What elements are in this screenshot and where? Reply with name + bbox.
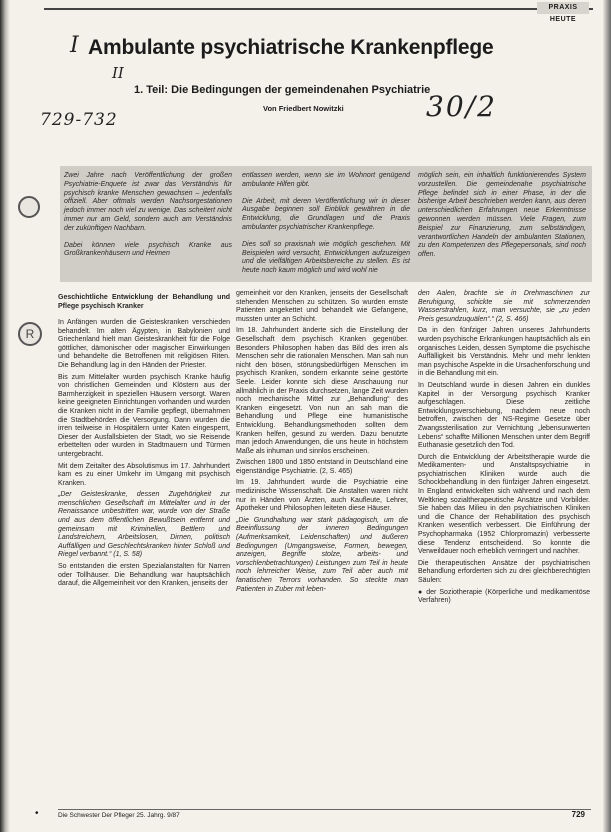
margin-bullet-icon: • bbox=[35, 808, 39, 819]
body-paragraph: Da in den fünfziger Jahren unseres Jahrhunderts wurden psychische Erkrankungen hauptsächlich als ein organisches Leiden, dessen Symptome die psychische Auffälligkeit bis Verständnis. Mehr und mehr lenkten man psychische Aspekte in die Ursachenforschung und in die Behandlung mit ein. bbox=[418, 327, 590, 378]
intro-paragraph: möglich sein, ein inhaltlich funktionierendes System vorzustellen. Die gemeindenahe psychiatrische Pflege befindet sich in einer Phase, in der die bisherige Arbeit beschrieben werden kann, aus deren unterschiedlichen Erfahrungen neue Erkenntnisse gewonnen werden müssen. Viele Fragen, zum Beispiel zur Finanzierung, zum selbständigen, verantwortlichen Handeln der ambulanten Stationen, zu den Kompetenzen des Pflegepersonals, sind noch offen. bbox=[418, 172, 586, 259]
top-rule bbox=[44, 8, 593, 10]
intro-paragraph: Die Arbeit, mit deren Veröffentlichung wir in dieser Ausgabe beginnen soll Einblick gewähren in die Entwicklung, die Grundlagen und die Praxis ambulanter psychiatrischer Krankenpflege. bbox=[242, 197, 410, 231]
intro-paragraph: Zwei Jahre nach Veröffentlichung der großen Psychiatrie-Enquete ist zwar das Verständnis für psychisch kranke Menschen gewachsen – jedenfalls offiziell. Aber oftmals werden Nachsorgestationen jedoch immer noch viel zu wenige. Das scheitert nicht immer nur am Geld, sondern auch am Verständnis der zukünftigen Nachbarn. bbox=[64, 172, 232, 232]
intro-column-3 bbox=[418, 172, 586, 268]
body-paragraph: Bis zum Mittelalter wurden psychisch Kranke häufig von christlichen Gemeinden und Klöstern aus der Barmherzigkeit in speziellen Häusern versorgt. Waren keine geeigneten Einrichtungen vorhanden und wurden die Kranken nicht in der Familie gepflegt, übernahmen die Stadtbehörden die Versorgung. Dann wurden die irren teilweise in Hospitälern unter Katen eingesperrt, Dieser der Ausfallsbieten der Stadt, wo sie Reisende erbettelten oder wurden in Stadtmauern und Türmen untergebracht. bbox=[58, 373, 230, 458]
scan-edge-right bbox=[603, 0, 611, 832]
scan-edge-left bbox=[0, 0, 10, 832]
handwritten-number: 30/2 bbox=[426, 90, 497, 123]
handwritten-mark-ii: II bbox=[112, 64, 124, 82]
page-number: 729 bbox=[571, 810, 585, 819]
article-author: Von Friedbert Nowitzki bbox=[263, 104, 344, 113]
journal-citation: Die Schwester Der Pfleger 25. Jahrg. 9/87 bbox=[58, 812, 180, 819]
body-paragraph: Durch die Entwicklung der Arbeitstherapie wurde die Medikamenten- und Anstaltspsychiatrie in psychiatrischen Kliniken wurde auch die Schockbehandlung in den fünfziger Jahren eingesetzt. In England entwickelten sich während und nach dem Weltkrieg sozialtherapeutische Ansätze und Vorbilder. Sie haben das Milieu in den psychiatrischen Kliniken und die Chance der Rehabilitation des psychisch Kranken wesentlich verbessert. Die Einführung der Psychopharmaka (1952 Chlorpromazin) verbesserte diese Tendenz entscheidend. So konnte die Verweildauer noch erheblich verringert und nachher. bbox=[418, 453, 590, 556]
article-subtitle: 1. Teil: Die Bedingungen der gemeindenahen Psychiatrie bbox=[134, 84, 431, 96]
registered-mark-icon: R bbox=[18, 322, 42, 346]
body-column-1 bbox=[58, 290, 230, 592]
body-paragraph: In Deutschland wurde in diesen Jahren ein dunkles Kapitel in der Versorgung psychisch Kranker aufgeschlagen. Diese zeitliche Entwicklungsverschiebung, nachdem neue noch betroffen, zwischen der NS-Regime Gesetze über Zwangssterilisation zur Vernichtung „lebensunwerten Lebens“ schaffte Millionen Menschen unter dem Begriff Euthanasie gesetzlich den Tod. bbox=[418, 381, 590, 450]
body-quote: „Der Geisteskranke, dessen Zugehörigkeit zur menschlichen Gesellschaft im Mittelalter und in der Renaissance unbestritten war, wurde von der Straße und aus dem öffentlichen Bewußtsein entfernt und gemeinsam mit Kriminellen, Bettlern und Landstreichern, Arbeitslosen, Dirnen, politisch Auffälligen und Geschlechtskranken hinter Schloß und Riegel verbannt.“ (1, S. 58) bbox=[58, 491, 230, 559]
handwritten-pages: 729-732 bbox=[40, 110, 118, 130]
body-paragraph: Die therapeutischen Ansätze der psychiatrischen Behandlung erforderten sich zu drei gleichberechtigten Säulen: bbox=[418, 559, 590, 584]
handwritten-mark-i: I bbox=[70, 33, 79, 58]
body-paragraph: So entstanden die ersten Spezialanstalten für Narren oder Tollhäuser. Die Behandlung war hauptsächlich darauf, die Allgemeinheit vor den Kranken, jenseits der bbox=[58, 563, 230, 588]
intro-paragraph: Dies soll so praxisnah wie möglich geschehen. Mit Beispielen wird versucht, Entwicklungen aufzuzeigen und die vielfältigen Arbeitsbereiche zu stellen. Es ist heute noch kaum möglich und wird wohl nie bbox=[242, 240, 410, 275]
body-column-2 bbox=[236, 290, 408, 597]
body-paragraph: ● der Soziotherapie (Körperliche und medikamentöse Verfahren) bbox=[418, 588, 590, 605]
body-quote: den Aalen, brachte sie in Drehmaschinen zur Beruhigung, schickte sie mit schmerzenden Wasserstrahlen, kurz, man versuchte, sie „zu jeden Preis gesundzuquälen“.“ (2, S. 466) bbox=[418, 290, 590, 323]
body-paragraph: Im 19. Jahrhundert wurde die Psychiatrie eine medizinische Wissenschaft. Die Anstalten waren nicht nur in Händen von Ärzten, auch Kaufleute, Lehrer, Apotheker und Philosophen leiteten diese Häuser. bbox=[236, 479, 408, 513]
footer-rule bbox=[58, 809, 591, 810]
section-heading: Geschichtliche Entwicklung der Behandlung und Pflege psychisch Kranker bbox=[58, 294, 230, 310]
intro-box bbox=[60, 166, 592, 282]
punch-hole-icon bbox=[18, 196, 40, 218]
intro-paragraph: Dabei können viele psychisch Kranke aus Großkrankenhäusern und Heimen bbox=[64, 241, 232, 258]
body-paragraph: Im 18. Jahrhundert änderte sich die Einstellung der Gesellschaft dem psychisch Kranken gegenüber. Besonders Philosophen haben das Bild des irren als Menschen sehr die rationalen Menschen. Man sah nun nicht den bösen, störungsbedürftigen Menschen im psychisch Kranken, sondern erkannte seine gestörte Seele. Leider konnte sich diese Anschauung nur allmählich in der Praxis durchsetzen, lange Zeit wurden noch mechanische Mittel zur „Behandlung“ des Kranken eingesetzt. Von nun an sah man die Behandlung und Pflege eine humanistische Entwicklung. Behandlungsmethoden sollten dem Kranken helfen, gesund zu werden. Dazu benutzte man jedoch Anwendungen, die uns heute in höchstem Maße als inhuman und sinnlos erscheinen. bbox=[236, 327, 408, 455]
body-paragraph: gemeinheit vor den Kranken, jenseits der Gesellschaft stehenden Menschen zu schützen. So wurden ernste Patienten angekettet und behandelt wie Gefangene, mussten unter an Schicht. bbox=[236, 290, 408, 323]
body-quote: „Die Grundhaltung war stark pädagogisch, um die Beeinflussung der inneren Bedingungen (Aufmerksamkeit, Leidenschaften) und äußeren Bedingungen (Umgangsweise, Formen, bewegen, anzeigen, Begriffe stolze, arbeits- und vorschlenbetrachtungen) Leistungen zum Teil in heute noch lehrreicher Weise, zum Teil aber auch mit fanatischen Terrors vorhanden. So steckte man Patienten in Zuber mit leben- bbox=[236, 516, 408, 593]
body-paragraph: Mit dem Zeitalter des Absolutismus im 17. Jahrhundert kam es zu einer Umkehr im Umgang mit psychisch Kranken. bbox=[58, 462, 230, 487]
body-column-3 bbox=[418, 290, 590, 609]
intro-paragraph: entlassen werden, wenn sie im Wohnort genügend ambulante Hilfen gibt. bbox=[242, 172, 410, 188]
intro-column-2 bbox=[242, 172, 410, 284]
intro-column-1 bbox=[64, 172, 232, 267]
section-tag: PRAXIS HEUTE bbox=[537, 2, 589, 14]
article-title: Ambulante psychiatrische Krankenpflege bbox=[88, 36, 494, 59]
body-paragraph: Zwischen 1800 und 1850 entstand in Deutschland eine eigenständige Psychiatrie. (2, S. 465) bbox=[236, 459, 408, 475]
body-paragraph: In Anfängen wurden die Geisteskranken verschieden behandelt. Im alten Ägypten, in Babylonien und Griechenland hielt man Geisteskrankheit für die Folge göttlicher, dämonischer oder magischer Einwirkungen und behandelte die Betroffenen mit religiösen Riten. Die Behandlung lag in den Händen der Priester. bbox=[58, 319, 230, 369]
